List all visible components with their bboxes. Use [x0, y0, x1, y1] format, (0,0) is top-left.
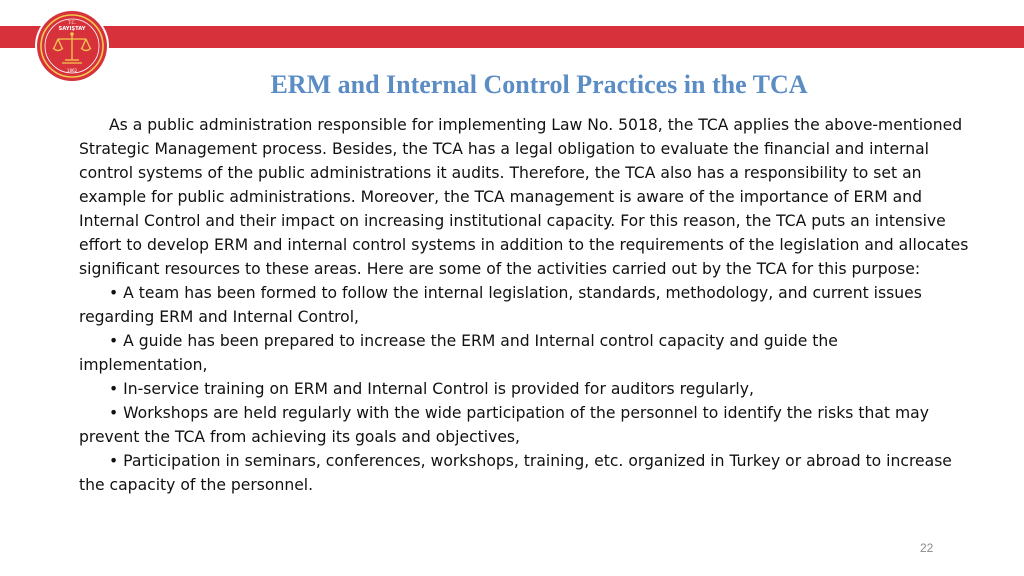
header-red-band: [0, 26, 1024, 48]
page-number: 22: [920, 541, 934, 555]
slide-body: [79, 113, 971, 497]
logo-text-year: 1862: [66, 68, 78, 73]
logo-text-top: T.C.: [67, 21, 77, 26]
bullet-item: • In-service training on ERM and Internal Control is provided for auditors regularly,: [109, 380, 754, 398]
intro-paragraph: As a public administration responsible for implementing Law No. 5018, the TCA applies the above-mentioned Strategic Management process. Besides, the TCA has a legal obligation to evaluate the financial and internal control systems of the public administrations it audits. Therefore, the TCA also has a responsibility to set an example for public administrations. Moreover, the TCA management is aware of the importance of ERM and Internal Control and their impact on increasing institutional capacity. For this reason, the TCA puts an intensive effort to develop ERM and internal control systems in addition to the requirements of the legislation and allocates significant resources to these areas. Here are some of the activities carried out by the TCA for this purpose:: [79, 116, 969, 278]
bullet-item: • A team has been formed to follow the internal legislation, standards, methodology, and current issues regarding ERM and Internal Control,: [79, 284, 922, 326]
bullet-item: • Participation in seminars, conferences, workshops, training, etc. organized in Turkey or abroad to increase the capacity of the personnel.: [79, 452, 952, 494]
bullet-item: • Workshops are held regularly with the wide participation of the personnel to identify the risks that may prevent the TCA from achieving its goals and objectives,: [79, 404, 929, 446]
logo-text-main: SAYIŞTAY: [58, 26, 86, 32]
header-band-notch: [540, 48, 590, 50]
bullet-item: • A guide has been prepared to increase the ERM and Internal control capacity and guide the implementation,: [79, 332, 838, 374]
slide-title: ERM and Internal Control Practices in the TCA: [270, 70, 808, 99]
